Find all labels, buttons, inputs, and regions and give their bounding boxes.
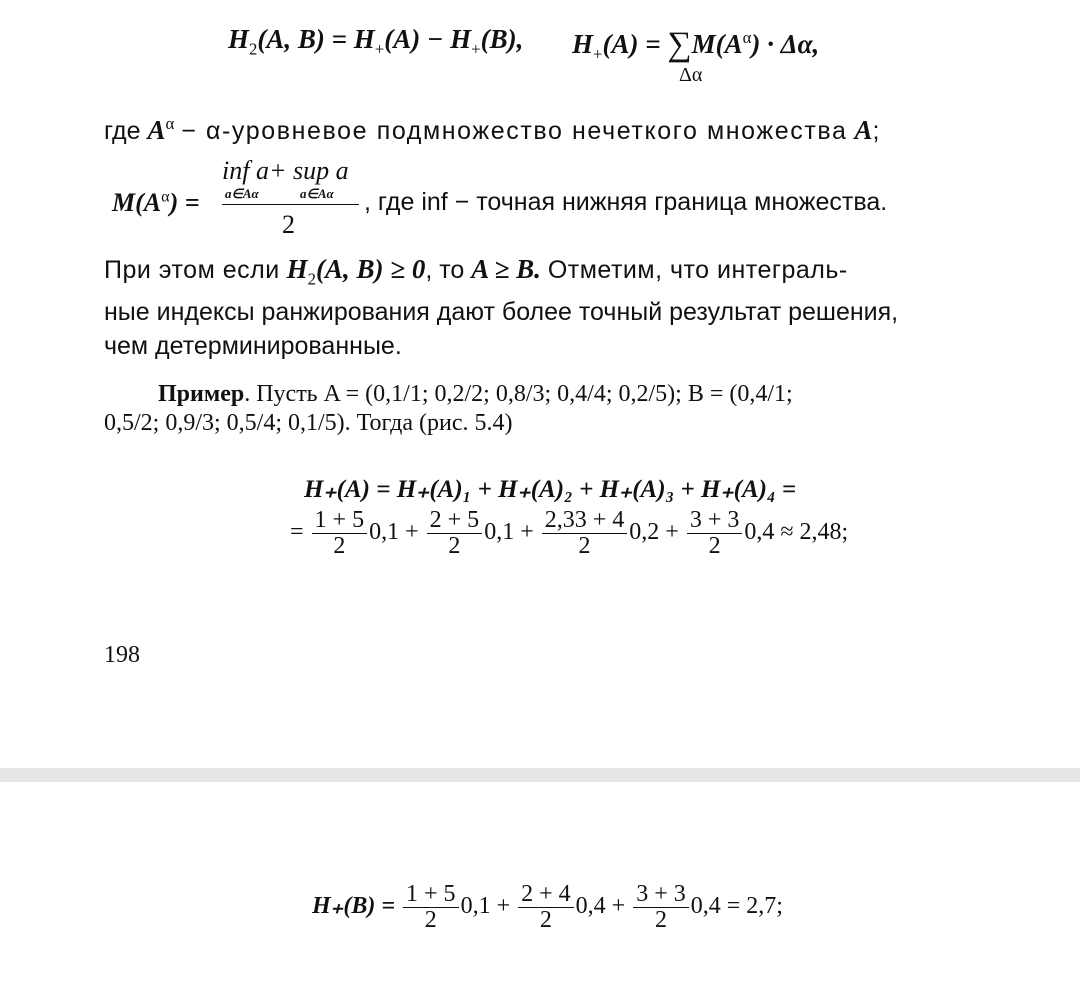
example-label: Пример bbox=[158, 381, 245, 407]
sum-index-label: Δα bbox=[679, 64, 703, 86]
formula-ha-line-2: = $\frac{1 + 5}{2}$ 0,1 + $\frac{2 + 5}{2}$ 0,1 + $\frac{2,33 + 4}{2}$ 0,2 + $\frac{3 + 3}{2}$ 0,4 ≈ 2,48; bbox=[290, 507, 849, 560]
inf-subscript: a∈Aα bbox=[225, 186, 259, 201]
definition-line: где $A^\alpha$ − α-уровневое подмножество нечеткого множества A; bbox=[104, 114, 880, 145]
formula-m-fraction-bar bbox=[222, 204, 359, 205]
formula-m-lhs: $M(A^\alpha)$ = bbox=[112, 188, 200, 217]
formula-m-numerator: inf a+ sup a bbox=[222, 156, 349, 185]
formula-m-explanation: , где inf − точная нижняя граница множества. bbox=[364, 188, 888, 216]
document-page-next bbox=[0, 782, 1080, 981]
formula-m-denominator: 2 bbox=[282, 210, 295, 239]
example-line-1: Пример. Пусть A = (0,1/1; 0,2/2; 0,8/3; 0,4/4; 0,2/5); B = (0,4/1; bbox=[158, 381, 793, 407]
page-separator bbox=[0, 768, 1080, 782]
example-line-2: 0,5/2; 0,9/3; 0,5/4; 0,1/5). Тогда (рис. 5.4) bbox=[104, 410, 513, 436]
rule-line-1: При этом если $H_2(A$, B) ≥ 0, то A ≥ B. Отметим, что интеграль- bbox=[104, 254, 848, 289]
formula-h2-definition: $H_2(A$, $B) = H_+(A) - H_+(B)$, bbox=[228, 24, 524, 59]
formula-hplus-definition: $H_+(A) = \sum M(A^\alpha) \cdot \Delta\alpha$, bbox=[572, 26, 820, 64]
page-number: 198 bbox=[104, 642, 140, 668]
sup-subscript: a∈Aα bbox=[300, 186, 334, 201]
formula-hb: H₊(B) = $\frac{1 + 5}{2}$ 0,1 + $\frac{2 + 4}{2}$ 0,4 + $\frac{3 + 3}{2}$ 0,4 = 2,7; bbox=[312, 881, 783, 934]
rule-line-2: ные индексы ранжирования дают более точный результат решения, bbox=[104, 298, 899, 326]
formula-ha-line-1: H₊(A) = H₊(A)₁ + H₊(A)₂ + H₊(A)₃ + H₊(A)₄ = bbox=[304, 476, 797, 503]
rule-line-3: чем детерминированные. bbox=[104, 332, 402, 360]
